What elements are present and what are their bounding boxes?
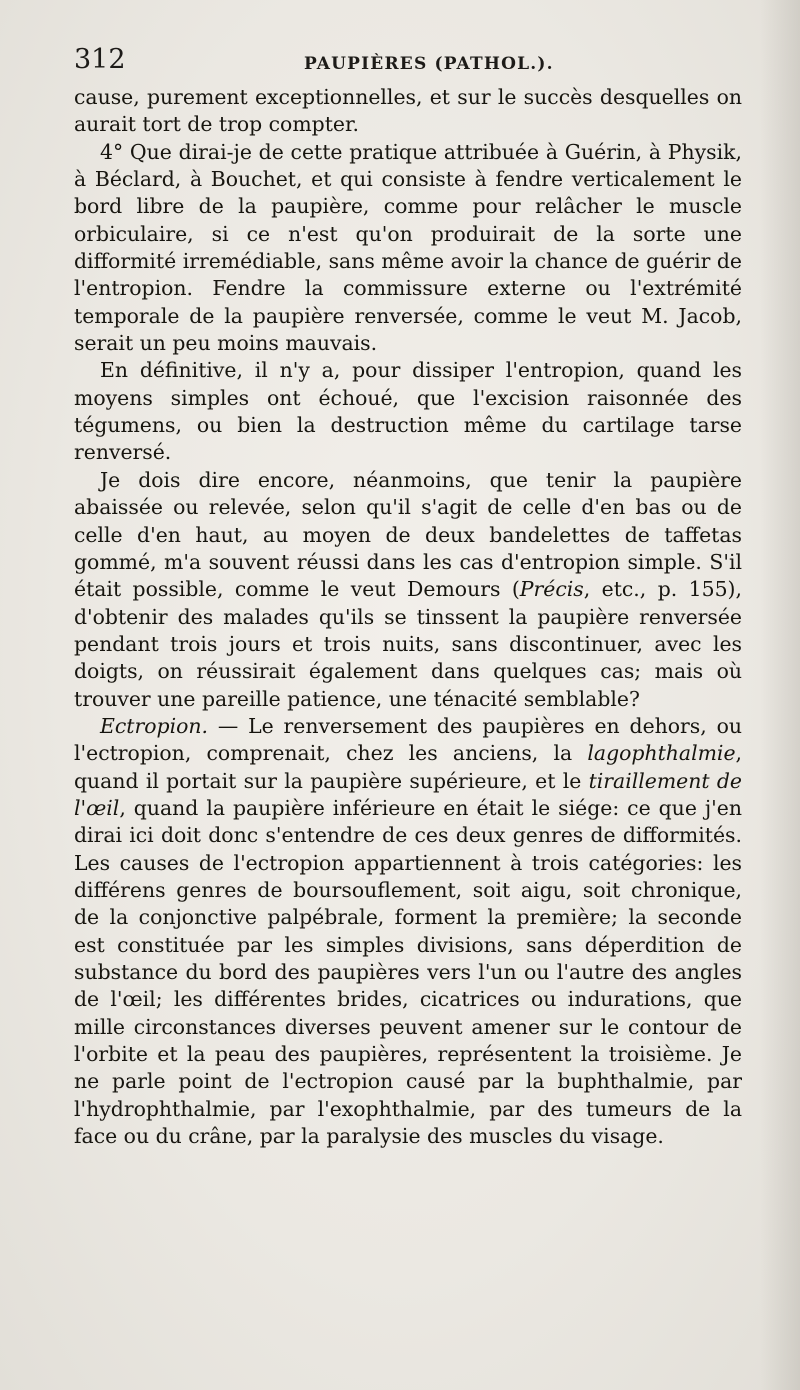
italic-term: lagophthalmie: [587, 741, 736, 766]
body-text: [74, 84, 742, 1150]
text-segment: , quand il portait sur la paupière supérieure, et le: [74, 741, 742, 793]
paragraph: [74, 357, 742, 466]
text-segment: — Le renversement des paupières en dehors, ou l'ectropion, comprenait, chez les anciens, la: [74, 713, 742, 766]
paragraph: [74, 467, 742, 713]
page-number: 312: [74, 44, 126, 75]
paragraph: [74, 713, 742, 1151]
paragraph: [74, 139, 742, 358]
paragraph: [74, 84, 742, 139]
page-edge-shadow: [760, 0, 800, 1390]
text-segment: Je dois dire encore, néanmoins, que tenir la paupière abaissée ou relevée, selon qu'il s'agit de celle d'en bas ou de celle d'en haut, au moyen de deux bandelettes de taffetas gommé, m'a souvent réussi dans les cas d'entropion simple. S'il était possible, comme le veut Demours (: [74, 467, 742, 602]
text-segment: En définitive, il n'y a, pour dissiper l'entropion, quand les moyens simples ont échoué, que l'excision raisonnée des tégumens, ou bien la destruction même du cartilage tarse renversé.: [74, 358, 742, 465]
italic-term: tiraillement de l'œil: [74, 768, 742, 820]
text-segment: , quand la paupière inférieure en était le siége: ce que j'en dirai ici doit donc s'entendre de ces deux genres de difformités. Les causes de l'ectropion appartiennent à trois catégories: les différens genres de boursouflement, soit aigu, soit chronique, de la conjonctive palpébrale, forment la première; la seconde est constituée par les simples divisions, sans déperdition de substance du bord des paupières vers l'un ou l'autre des angles de l'œil; les différentes brides, cicatrices ou indurations, que mille circonstances diverses peuvent amener sur le contour de l'orbite et la peau des paupières, représentent la troisième. Je ne parle point de l'ectropion causé par la buphthalmie, par l'hydrophthalmie, par l'exophthalmie, par des tumeurs de la face ou du crâne, par la paralysie des muscles du visage.: [74, 795, 742, 1149]
text-segment: , etc., p. 155), d'obtenir des malades qu'ils se tinssent la paupière renversée pendant trois jours et trois nuits, sans discontinuer, avec les doigts, on réussirait également dans quelques cas; mais où trouver une pareille patience, une ténacité semblable?: [74, 577, 742, 711]
page-header: [74, 44, 742, 84]
running-head: PAUPIÈRES (PATHOL.).: [304, 54, 554, 74]
text-segment: cause, purement exceptionnelles, et sur le succès desquelles on aurait tort de trop compter.: [74, 85, 742, 137]
section-title-ectropion: Ectropion.: [100, 713, 208, 738]
text-segment: 4° Que dirai-je de cette pratique attribuée à Guérin, à Physik, à Béclard, à Bouchet, et qui consiste à fendre verticalement le bord libre de la paupière, comme pour relâcher le muscle orbiculaire, si ce n'est qu'on produirait de la sorte une difformité irremédiable, sans même avoir la chance de guérir de l'entropion. Fendre la commissure externe ou l'extrémité temporale de la paupière renversée, comme le veut M. Jacob, serait un peu moins mauvais.: [74, 139, 742, 356]
italic-citation: Précis: [519, 577, 584, 602]
